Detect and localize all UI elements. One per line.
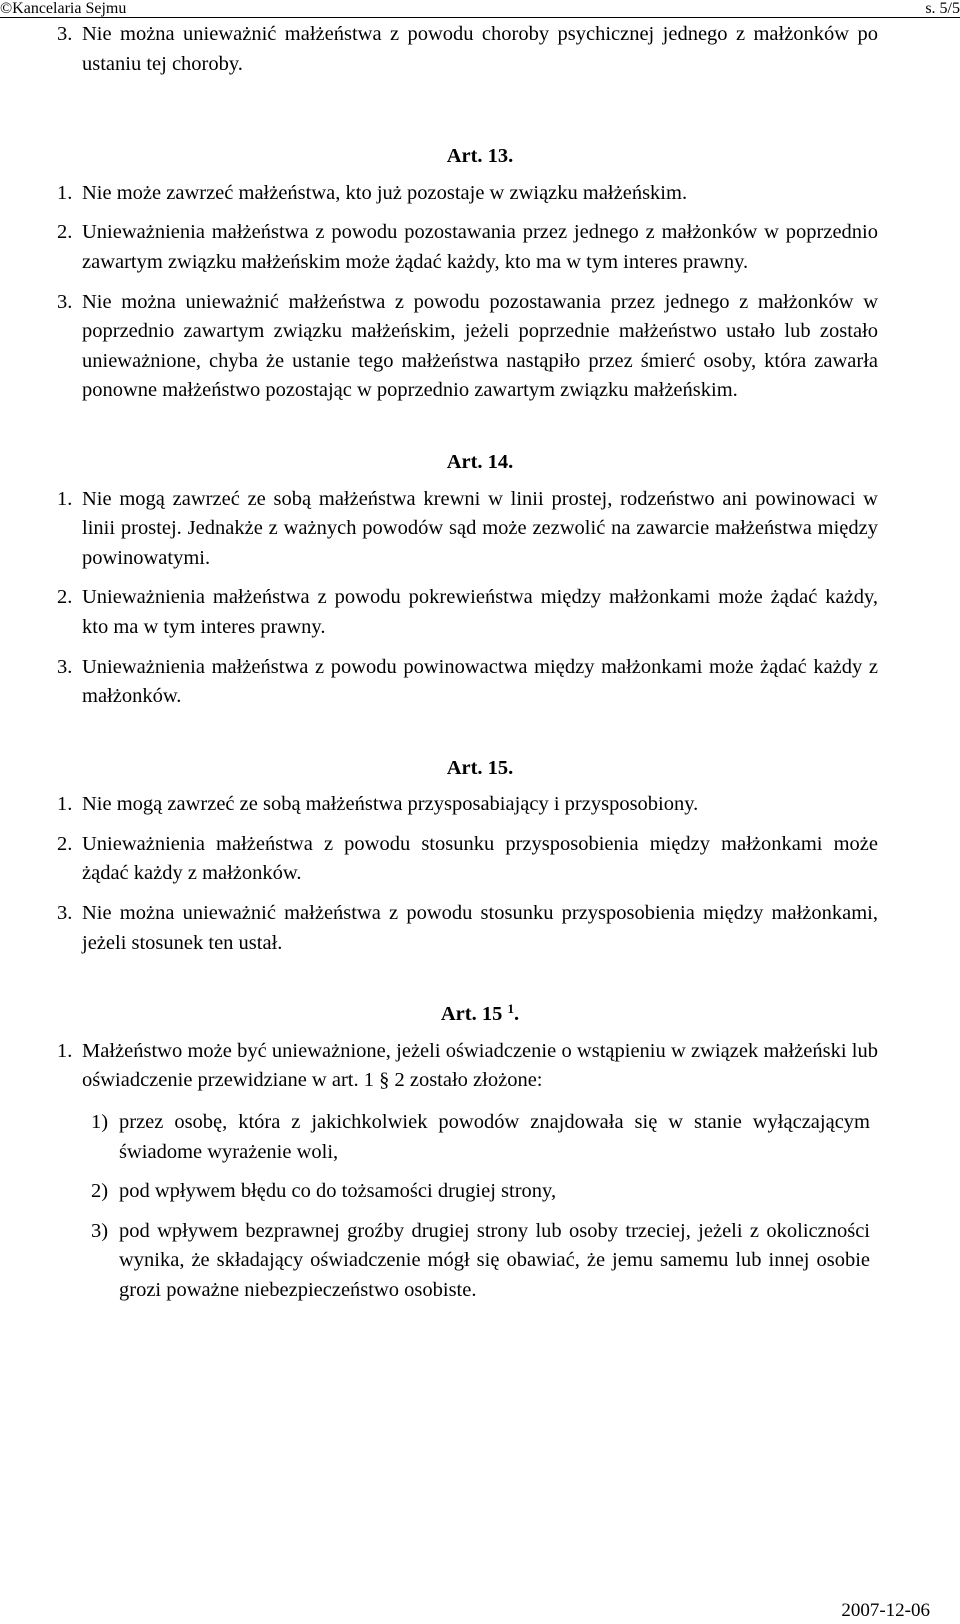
article-title-superscript: 1 bbox=[507, 1001, 514, 1017]
document-body bbox=[0, 20, 960, 1306]
item-number: 1) bbox=[91, 1111, 109, 1134]
art15-1-paragraph-1 bbox=[0, 1037, 878, 1096]
paragraph-text: Małżeństwo może być unieważnione, jeżeli oświadczenie o wstąpieniu w związek małżeński lub oświadczenie przewidziane w art. 1 § 2 zostało złożone: bbox=[82, 1039, 878, 1092]
paragraph-text: Unieważnienia małżeństwa z powodu stosunku przysposobienia między małżonkami może żądać każdy z małżonków. bbox=[82, 832, 878, 885]
art13-paragraph-2 bbox=[0, 218, 878, 277]
paragraph-text: Nie można unieważnić małżeństwa z powodu pozostawania przez jednego z małżonków w poprzednio zawartym związku małżeńskim, jeżeli poprzednie małżeństwo ustało lub zostało unieważnione, chyba że ustanie tego małżeństwa nastąpiło przez śmierć osoby, która zawarła ponowne małżeństwo pozostając w poprzednio zawartym związku małżeńskim. bbox=[82, 290, 878, 402]
page-footer-date: 2007-12-06 bbox=[841, 1600, 930, 1621]
art15-1-item-3 bbox=[0, 1217, 870, 1306]
paragraph-text: Unieważnienia małżeństwa z powodu pokrewieństwa między małżonkami może żądać każdy, kto ma w tym interes prawny. bbox=[82, 586, 878, 638]
paragraph-text: Nie mogą zawrzeć ze sobą małżeństwa przysposabiający i przysposobiony. bbox=[82, 793, 699, 816]
paragraph-text: Nie mogą zawrzeć ze sobą małżeństwa krewni w linii prostej, rodzeństwo ani powinowaci w linii prostej. Jednakże z ważnych powodów sąd może zezwolić na zawarcie małżeństwa między powinowatymi. bbox=[82, 487, 878, 569]
item-text: przez osobę, która z jakichkolwiek powodów znajdowała się w stanie wyłączającym świadome wyrażenie woli, bbox=[119, 1111, 870, 1163]
article-15-1-title bbox=[0, 1000, 960, 1030]
art15-1-item-2 bbox=[0, 1177, 870, 1207]
art14-paragraph-2 bbox=[0, 583, 878, 642]
paragraph-number: 1. bbox=[57, 487, 73, 510]
paragraph-number: 1. bbox=[57, 1039, 73, 1062]
art14-paragraph-1 bbox=[0, 485, 878, 574]
paragraph-prev-3 bbox=[0, 20, 878, 79]
article-title-suffix: . bbox=[513, 1003, 520, 1026]
item-number: 2) bbox=[91, 1180, 109, 1203]
art15-paragraph-2 bbox=[0, 830, 878, 889]
paragraph-text: Nie może zawrzeć małżeństwa, kto już pozostaje w związku małżeńskim. bbox=[82, 181, 688, 204]
header-page-number: s. 5/5 bbox=[925, 0, 960, 17]
item-number: 3) bbox=[91, 1219, 109, 1242]
paragraph-number: 3. bbox=[57, 902, 73, 925]
article-title-main: Art. 15 bbox=[440, 1003, 503, 1026]
paragraph-text: Unieważnienia małżeństwa z powodu pozostawania przez jednego z małżonków w poprzednio zawartym związku małżeńskim może żądać każdy, kto ma w tym interes prawny. bbox=[82, 221, 878, 273]
paragraph-text: Nie można unieważnić małżeństwa z powodu choroby psychicznej jednego z małżonków po ustaniu tej choroby. bbox=[82, 23, 878, 75]
item-text: pod wpływem błędu co do tożsamości drugiej strony, bbox=[119, 1180, 557, 1203]
article-15-title: Art. 15. bbox=[446, 756, 514, 779]
article-14-title: Art. 14. bbox=[446, 450, 514, 473]
paragraph-text: Unieważnienia małżeństwa z powodu powinowactwa między małżonkami może żądać każdy z małżonków. bbox=[82, 655, 878, 708]
paragraph-number: 1. bbox=[57, 181, 73, 204]
paragraph-number: 1. bbox=[57, 793, 73, 816]
paragraph-text: Nie można unieważnić małżeństwa z powodu stosunku przysposobienia między małżonkami, jeżeli stosunek ten ustał. bbox=[82, 902, 878, 954]
paragraph-number: 2. bbox=[57, 586, 73, 609]
art13-paragraph-1 bbox=[0, 179, 878, 209]
paragraph-number: 2. bbox=[57, 221, 73, 244]
art15-paragraph-3 bbox=[0, 899, 878, 958]
art13-paragraph-3 bbox=[0, 288, 878, 406]
paragraph-number: 3. bbox=[57, 23, 73, 45]
item-text: pod wpływem bezprawnej groźby drugiej strony lub osoby trzeciej, jeżeli z okoliczności wynika, że składający oświadczenie mógł się obawiać, że jemu samemu lub innej osobie grozi poważne niebezpieczeństwo osobiste. bbox=[119, 1219, 870, 1301]
page-header bbox=[0, 0, 960, 18]
art14-paragraph-3 bbox=[0, 653, 878, 712]
article-13-title: Art. 13. bbox=[446, 145, 514, 168]
paragraph-number: 3. bbox=[57, 290, 73, 313]
paragraph-number: 3. bbox=[57, 655, 73, 678]
art15-1-item-1 bbox=[0, 1108, 870, 1167]
art15-paragraph-1 bbox=[0, 790, 878, 820]
header-source: ©Kancelaria Sejmu bbox=[0, 0, 127, 17]
paragraph-number: 2. bbox=[57, 832, 73, 855]
header-divider bbox=[0, 17, 960, 18]
